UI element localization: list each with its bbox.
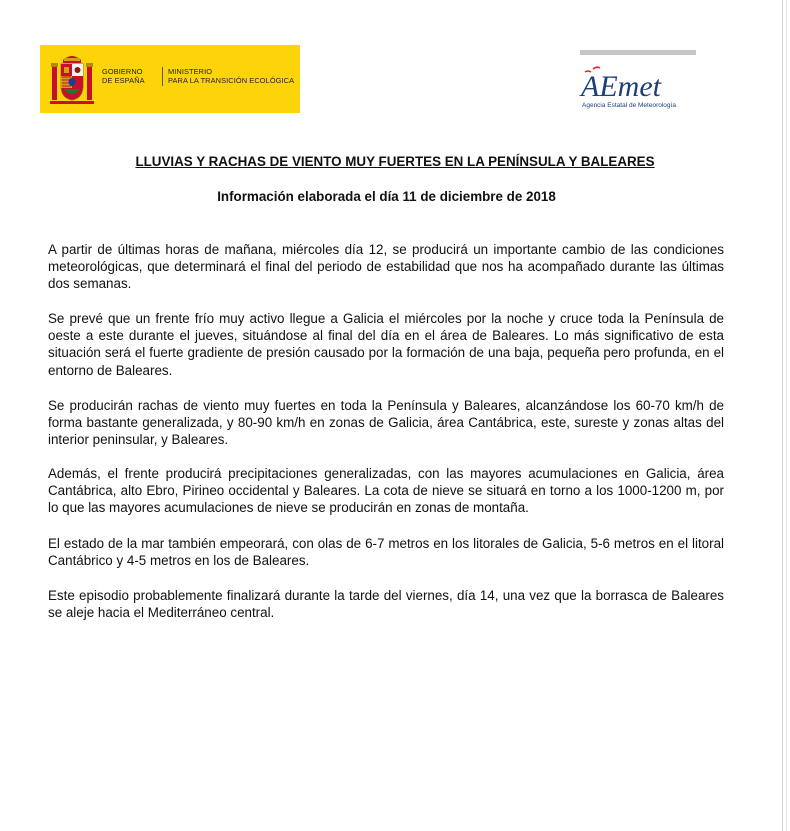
- aemet-top-bar: [580, 50, 696, 55]
- government-logo-block: [40, 45, 300, 113]
- aemet-logo-block: [578, 50, 698, 115]
- paragraph-4: Además, el frente producirá precipitaciones generalizadas, con las mayores acumulaciones en Galicia, área Cantábrica, alto Ebro, Pirineo occidental y Baleares. La cota de nieve se situará en torno a los 1000-1200 m, por lo que las mayores acumulaciones de nieve se producirán en zonas de montaña.: [48, 466, 724, 516]
- paragraph-1: A partir de últimas horas de mañana, miércoles día 12, se producirá un importante cambio de las condiciones meteorológicas, que determinará el final del periodo de estabilidad que nos ha acompañado durante las últimas dos semanas.: [48, 242, 724, 292]
- paragraph-5: El estado de la mar también empeorará, con olas de 6-7 metros en los litorales de Galicia, 5-6 metros en el litoral Cantábrico y 4-5 metros en los de Baleares.: [48, 536, 724, 569]
- document-subtitle: Información elaborada el día 11 de diciembre de 2018: [217, 189, 556, 204]
- government-separator: [162, 67, 163, 86]
- page-border-right-outer: [786, 0, 787, 831]
- ministry-name: MINISTERIO PARA LA TRANSICIÓN ECOLÓGICA: [168, 67, 295, 85]
- paragraph-6: Este episodio probablemente finalizará durante la tarde del viernes, día 14, una vez que la borrasca de Baleares se aleje hacia el Mediterráneo central.: [48, 588, 724, 621]
- aemet-logo: [578, 60, 698, 100]
- document-title: LLUVIAS Y RACHAS DE VIENTO MUY FUERTES EN LA PENÍNSULA Y BALEARES: [135, 154, 655, 169]
- aemet-logo-text: AEmet: [581, 70, 661, 100]
- spain-coat-of-arms-icon: [50, 52, 94, 106]
- government-name: GOBIERNO DE ESPAÑA: [102, 67, 145, 85]
- paragraph-3: Se producirán rachas de viento muy fuertes en toda la Península y Baleares, alcanzándose los 60-70 km/h de forma bastante generalizada, y 80-90 km/h en zonas de Galicia, área Cantábrica, este, sureste y zonas altas del interior peninsular, y Baleares.: [48, 398, 724, 448]
- aemet-subtitle: Agencia Estatal de Meteorología: [582, 102, 676, 109]
- page-border-right: [782, 0, 783, 831]
- paragraph-2: Se prevé que un frente frío muy activo llegue a Galicia el miércoles por la noche y cruce toda la Península de oeste a este durante el jueves, situándose al final del día en el área de Baleares. Lo más significativo de esta situación será el fuerte gradiente de presión causado por la formación de una baja, pequeña pero profunda, en el entorno de Baleares.: [48, 311, 724, 378]
